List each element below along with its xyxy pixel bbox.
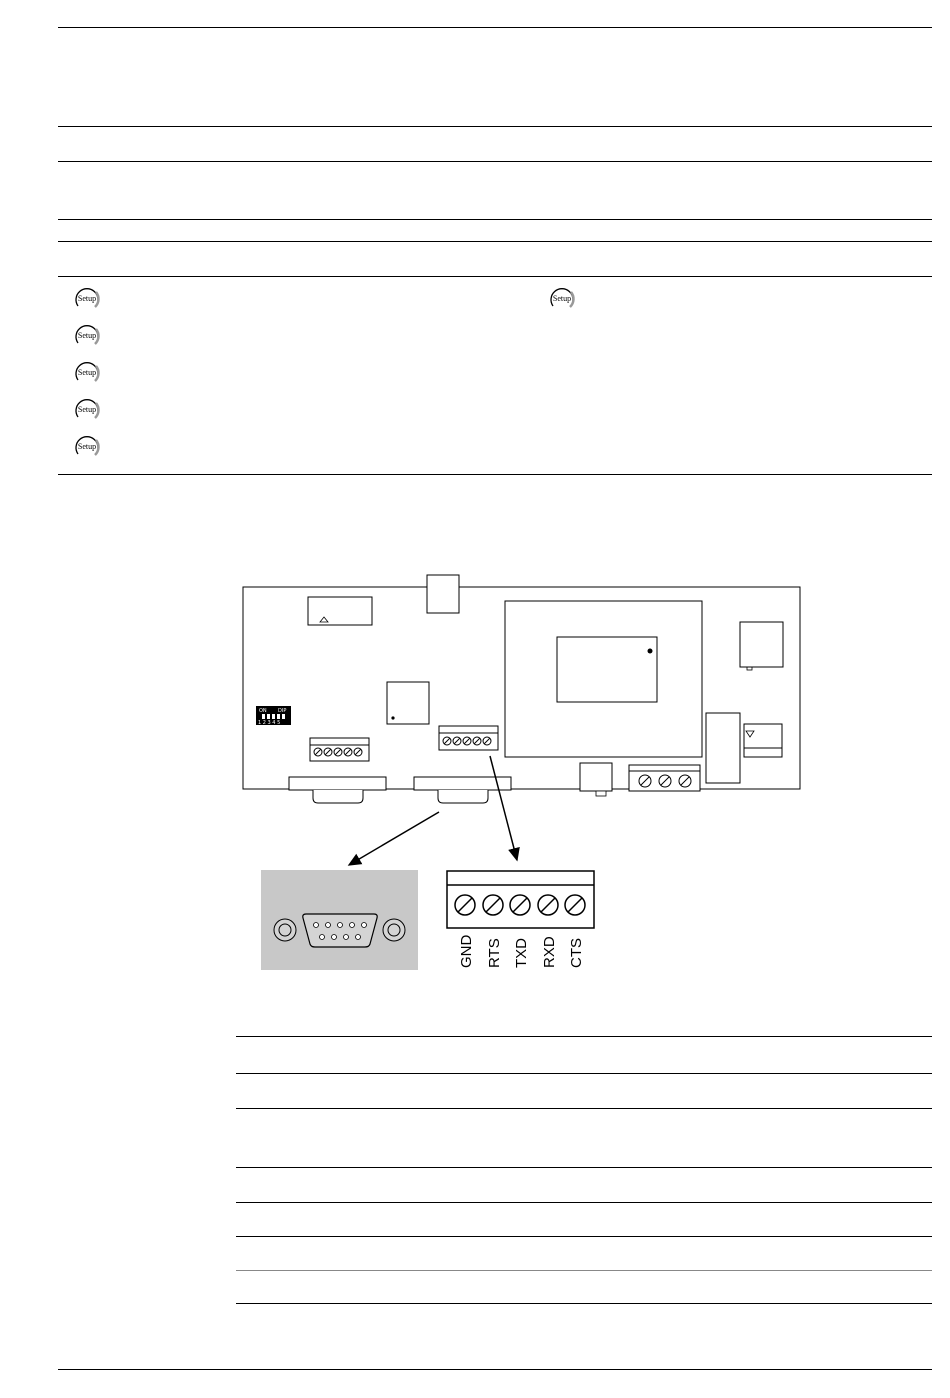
db9-connector-housing — [289, 777, 386, 790]
setup-icon-text: Setup — [77, 294, 97, 303]
pin-label-cts: CTS — [568, 938, 585, 968]
pin-label-rts: RTS — [486, 938, 503, 968]
component-block — [740, 622, 783, 667]
setup-icon-text: Setup — [77, 442, 97, 451]
table-rule — [236, 1108, 932, 1109]
footer-rule — [58, 1369, 932, 1370]
terminal-block-left — [310, 738, 369, 761]
component-block — [308, 597, 372, 625]
chip — [557, 637, 657, 702]
pin-label-txd: TXD — [513, 938, 530, 968]
setup-icon-text: Setup — [77, 368, 97, 377]
pin-label-gnd: GND — [458, 934, 475, 968]
table-bottom-rule — [236, 1303, 932, 1304]
arrow-to-db9 — [349, 812, 439, 865]
setup-icon-text: Setup — [77, 405, 97, 414]
terminal-block-detail — [447, 871, 594, 968]
table-rule — [236, 1236, 932, 1237]
db9-detail — [261, 870, 418, 970]
table-rule — [236, 1073, 932, 1074]
table-top-rule — [236, 1036, 932, 1037]
dip-switch-on-label: ON — [259, 708, 267, 714]
setup-icon-text: Setup — [552, 294, 572, 303]
power-jack — [580, 763, 612, 791]
setup-icon-text: Setup — [77, 331, 97, 340]
top-connector — [427, 575, 459, 613]
pin-label-rxd: RXD — [541, 936, 558, 968]
dip-switch-dip-label: DIP — [278, 708, 287, 714]
table-rule — [236, 1202, 932, 1203]
dip-switch-numbers: 1 2 3 4 5 — [258, 720, 281, 726]
connector — [706, 713, 740, 783]
dip-switch — [256, 706, 291, 726]
power-terminal — [629, 765, 700, 791]
table-rule — [236, 1167, 932, 1168]
terminal-block-rs232 — [439, 726, 498, 750]
component-block — [744, 724, 782, 757]
table-rule — [236, 1270, 932, 1271]
